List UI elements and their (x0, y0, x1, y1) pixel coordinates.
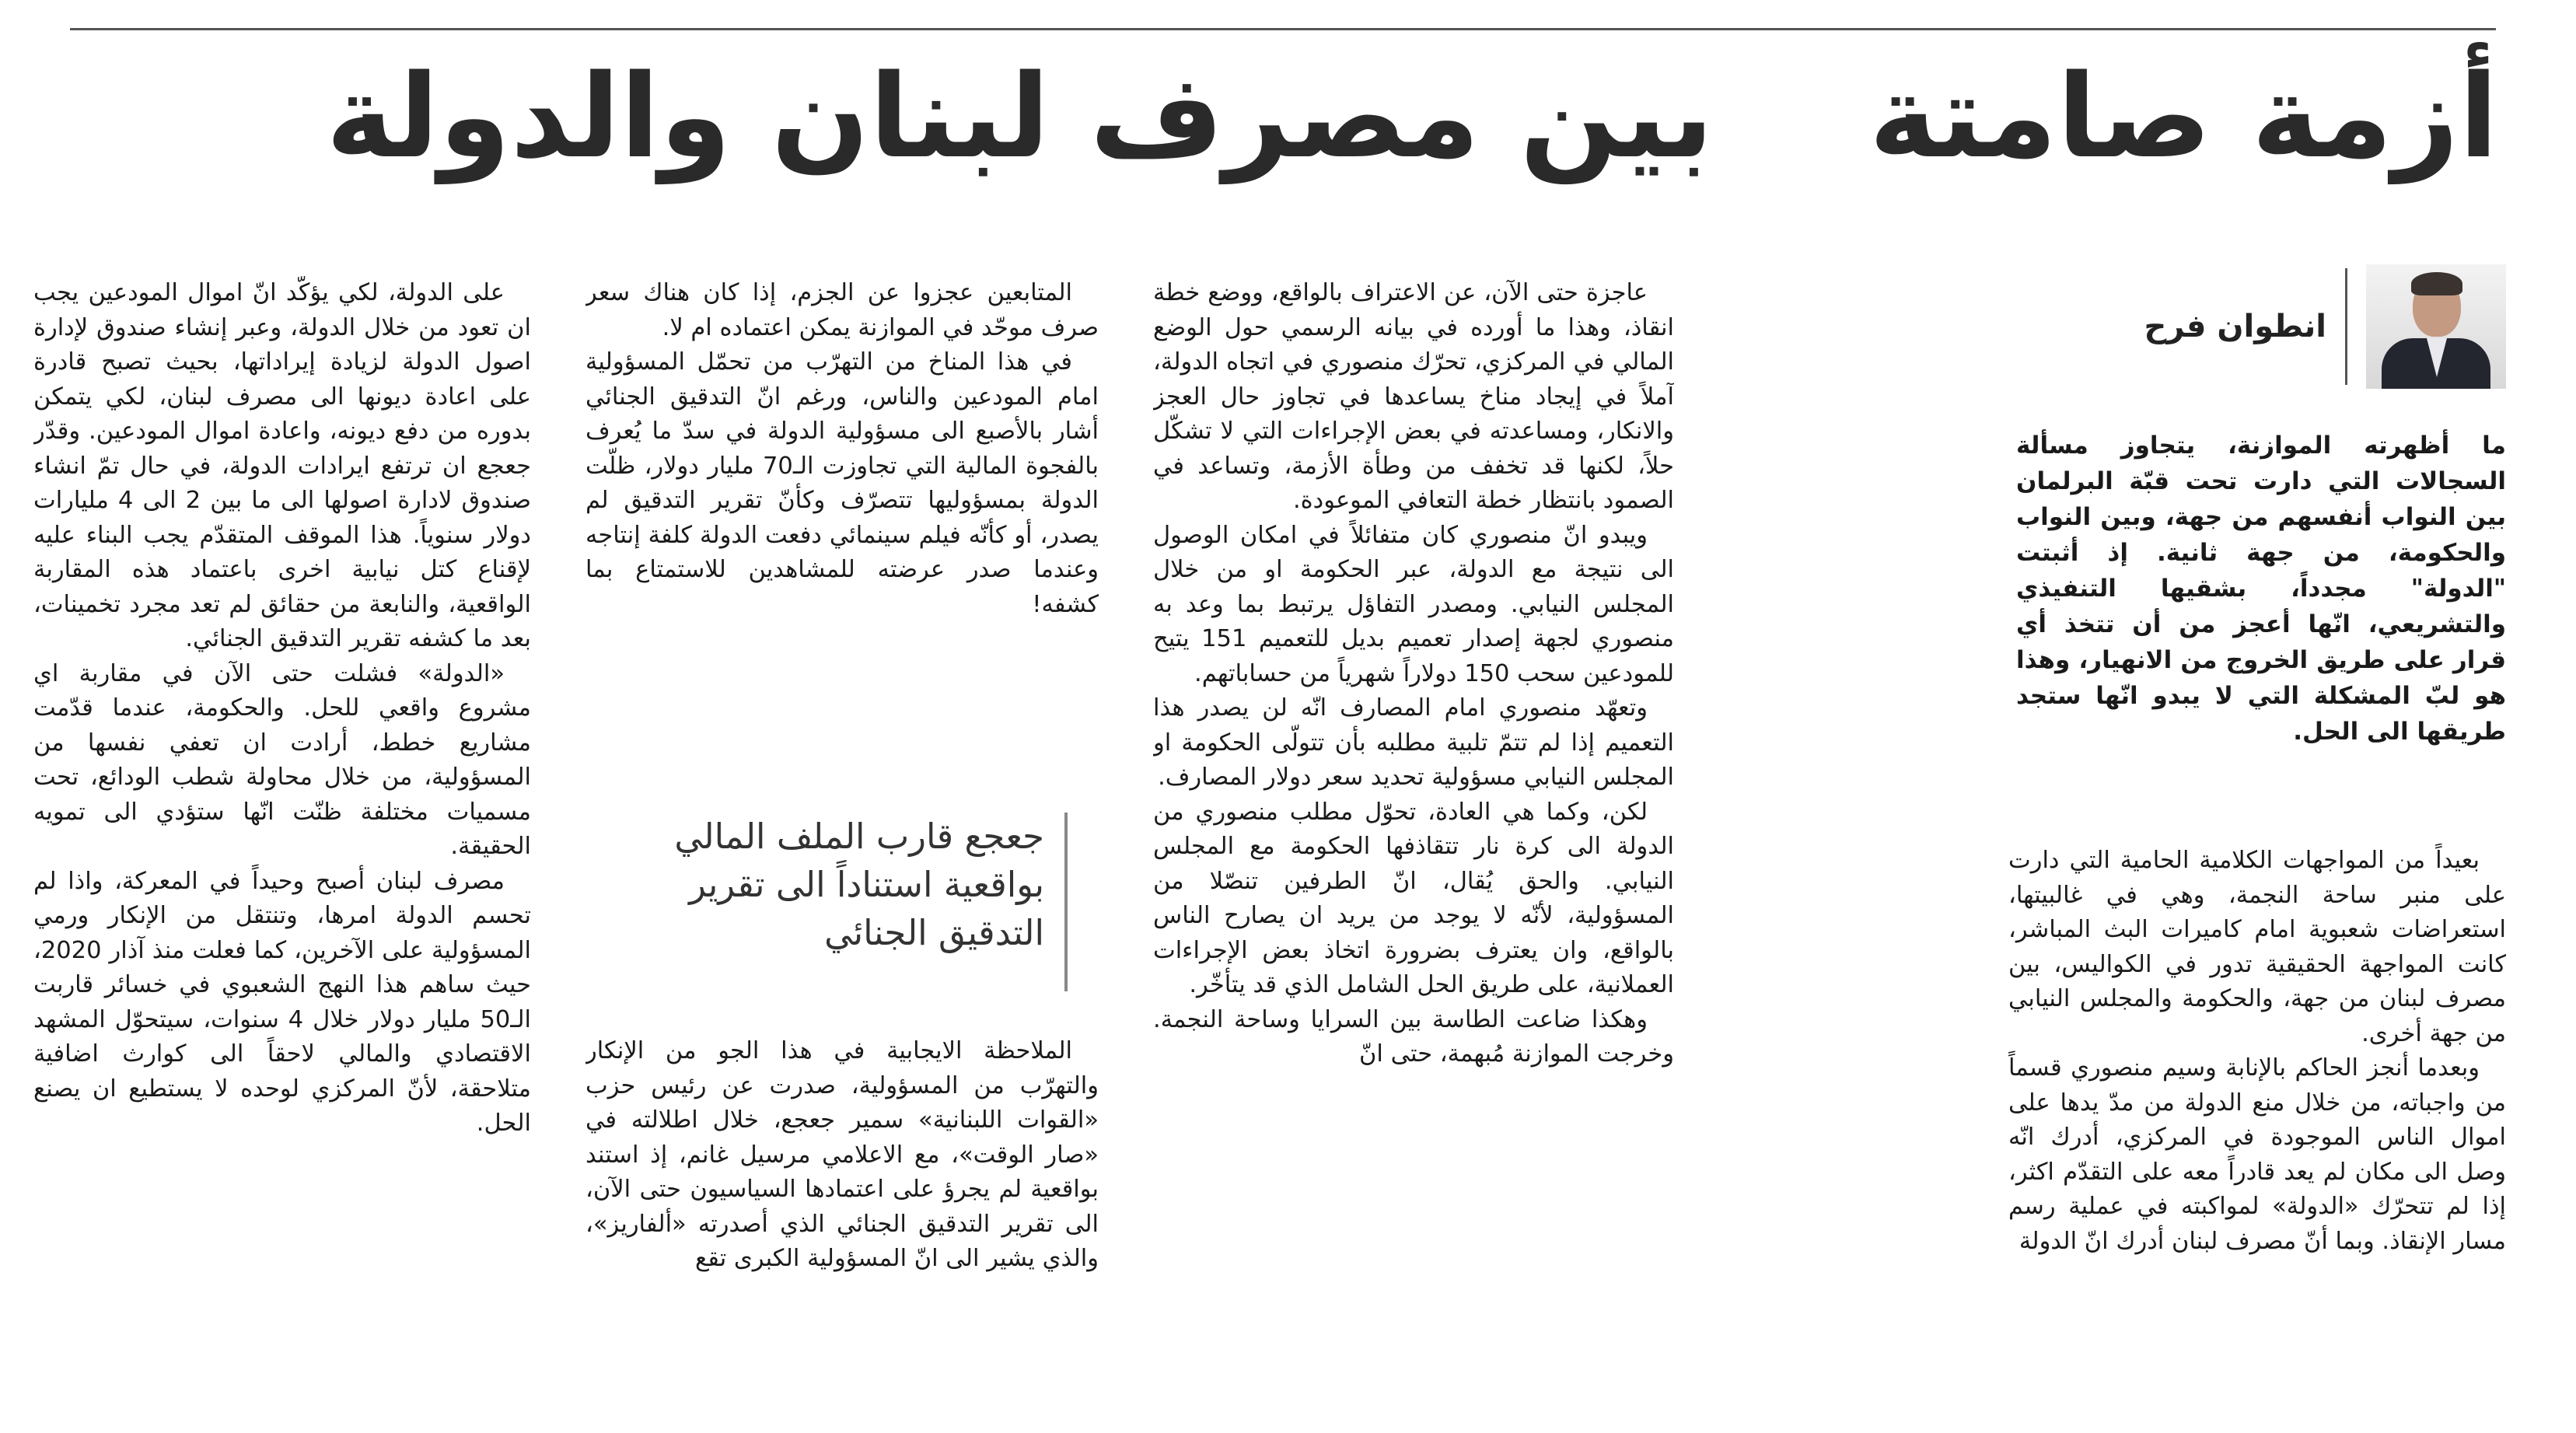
headline (88, 47, 2498, 187)
column-3-top (585, 276, 1099, 774)
top-rule (70, 28, 2496, 30)
column-1-paragraph: بعيداً من المواجهات الكلامية الحامية التي دارت على منبر ساحة النجمة، وهي في غالبيتها، استعراضات شعبوية امام كاميرات البث المباشر، كانت المواجهة الحقيقية تدور في الكواليس، بين مصرف لبنان من جهة، والحكومة والمجلس النيابي من جهة أخرى. (2008, 847, 2506, 1047)
column-2 (1153, 276, 1674, 1363)
column-1-paragraph: وبعدما أنجز الحاكم بالإنابة وسيم منصوري قسماً من واجباته، من خلال منع الدولة من مدّ يدها على اموال الناس الموجودة في المركزي، أدرك انّه وصل الى مكان لم يعد قادراً معه على التقدّم اكثر، إذا لم تتحرّك «الدولة» لمواكبته في عملية رسم مسار الإنقاذ. وبما أنّ مصرف لبنان أدرك انّ الدولة (2008, 1054, 2506, 1255)
column-3-paragraph: الملاحظة الايجابية في هذا الجو من الإنكار والتهرّب من المسؤولية، صدرت عن رئيس حزب «القوات اللبنانية» سمير جعجع، خلال اطلالته في «صار الوقت»، مع الاعلامي مرسيل غانم، إذ استند بواقعية لم يجرؤ على اعتمادها السياسيون حتى الآن، الى تقرير التدقيق الجنائي الذي أصدرته «ألفاريز»، والذي يشير الى انّ المسؤولية الكبرى تقع (585, 1037, 1099, 1272)
column-2-paragraph: وهكذا ضاعت الطاسة بين السرايا وساحة النجمة. وخرجت الموازنة مُبهمة، حتى انّ (1153, 1005, 1674, 1068)
column-4-paragraph: «الدولة» فشلت حتى الآن في مقاربة اي مشروع واقعي للحل. والحكومة، عندما قدّمت مشاريع خطط، أرادت ان تعفي نفسها من المسؤولية، من خلال محاولة شطب الودائع، تحت مسميات مختلفة ظنّت انّها ستؤدي الى تمويه الحقيقة. (33, 659, 531, 860)
column-2-paragraph: لكن، وكما هي العادة، تحوّل مطلب منصوري من الدولة الى كرة نار تتقاذفها الحكومة مع المجلس النيابي. والحق يُقال، انّ الطرفين تنصّلا من المسؤولية، لأنّه لا يوجد من يريد ان يصارح الناس بالواقع، وان يعترف بضرورة اتخاذ بعض الإجراءات العملانية، على طريق الحل الشامل الذي قد يتأخّر. (1153, 798, 1674, 998)
column-3-bottom (585, 1034, 1099, 1363)
byline-divider (2345, 268, 2347, 385)
headline-part-1: أزمة صامتة (1868, 50, 2498, 183)
column-2-paragraph: عاجزة حتى الآن، عن الاعتراف بالواقع، ووضع خطة انقاذ، وهذا ما أورده في بيانه الرسمي حول الوضع المالي في المركزي، تحرّك منصوري في اتجاه الدولة، آملاً في إيجاد مناخ يساعدها في تجاوز حال العجز والانكار، ومساعدته في بعض الإجراءات التي لا تشكّل حلاً، لكنها قد تخفف من وطأة الأزمة، وتساعد في الصمود بانتظار خطة التعافي الموعودة. (1153, 279, 1674, 514)
column-3-paragraph: المتابعين عجزوا عن الجزم، إذا كان هناك سعر صرف موحّد في الموازنة يمكن اعتماده ام لا. (585, 279, 1099, 341)
pull-quote: جعجع قارب الملف المالي بواقعية استناداً الى تقرير التدقيق الجنائي (593, 813, 1068, 991)
byline (2008, 264, 2506, 389)
author-portrait-icon (2366, 264, 2506, 389)
headline-part-2: بين مصرف لبنان والدولة (326, 50, 1714, 183)
column-3-paragraph: في هذا المناخ من التهرّب من تحمّل المسؤولية امام المودعين والناس، ورغم انّ التدقيق الجنائي أشار بالأصبع الى مسؤولية الدولة في سدّ ما يُعرف بالفجوة المالية التي تجاوزت الـ70 مليار دولار، ظلّت الدولة بمسؤوليها تتصرّف وكأنّ تقرير التدقيق لم يصدر، أو كأنّه فيلم سينمائي دفعت الدولة كلفة إنتاجه وعندما صدر عرضته للمشاهدين للاستمتاع بما كشفه! (585, 348, 1099, 618)
column-2-paragraph: ويبدو انّ منصوري كان متفائلاً في امكان الوصول الى نتيجة مع الدولة، عبر الحكومة او من خلال المجلس النيابي. ومصدر التفاؤل يرتبط بما وعد به منصوري لجهة إصدار تعميم بديل للتعميم 151 يتيح للمودعين سحب 150 دولاراً شهرياً من حساباتهم. (1153, 521, 1674, 687)
column-4-paragraph: مصرف لبنان أصبح وحيداً في المعركة، واذا لم تحسم الدولة امرها، وتنتقل من الإنكار ورمي المسؤولية على الآخرين، كما فعلت منذ آذار 2020، حيث ساهم هذا النهج الشعبوي في خسائر قاربت الـ50 مليار دولار خلال 4 سنوات، سيتحوّل المشهد الاقتصادي والمالي لاحقاً الى كوارث اضافية متلاحقة، لأنّ المركزي لوحده لا يستطيع ان يصنع الحل. (33, 867, 531, 1137)
column-4-paragraph: على الدولة، لكي يؤكّد انّ اموال المودعين يجب ان تعود من خلال الدولة، وعبر إنشاء صندوق لإدارة اصول الدولة لزيادة إيراداتها، بحيث تصبح قادرة على اعادة ديونها الى مصرف لبنان، لكي يتمكن بدوره من دفع ديونه، واعادة اموال المودعين. وقدّر جعجع ان ترتفع ايرادات الدولة، في حال تمّ انشاء صندوق لادارة اصولها الى ما بين 2 الى 4 مليارات دولار سنوياً. هذا الموقف المتقدّم يجب البناء عليه لإقناع كتل نيابية اخرى باعتماد هذه المقاربة الواقعية، والنابعة من حقائق لم تعد مجرد تخمينات، بعد ما كشفه تقرير التدقيق الجنائي. (33, 279, 531, 652)
intro-paragraph: ما أظهرته الموازنة، يتجاوز مسألة السجالات التي دارت تحت قبّة البرلمان بين النواب أنفسهم من جهة، وبين النواب والحكومة، من جهة ثانية. إذ أثبتت "الدولة" مجدداً، بشقيها التنفيذي والتشريعي، انّها أعجز من أن تتخذ أي قرار على طريق الخروج من الانهيار، وهذا هو لبّ المشكلة التي لا يبدو انّها ستجد طريقها الى الحل. (2016, 432, 2506, 746)
author-name: انطوان فرح (2144, 309, 2326, 344)
column-4 (33, 276, 531, 1363)
column-1 (2008, 844, 2506, 1363)
column-2-paragraph: وتعهّد منصوري امام المصارف انّه لن يصدر هذا التعميم إذا لم تتمّ تلبية مطلبه بأن تتولّى الحكومة او المجلس النيابي مسؤولية تحديد سعر دولار المصارف. (1153, 694, 1674, 791)
